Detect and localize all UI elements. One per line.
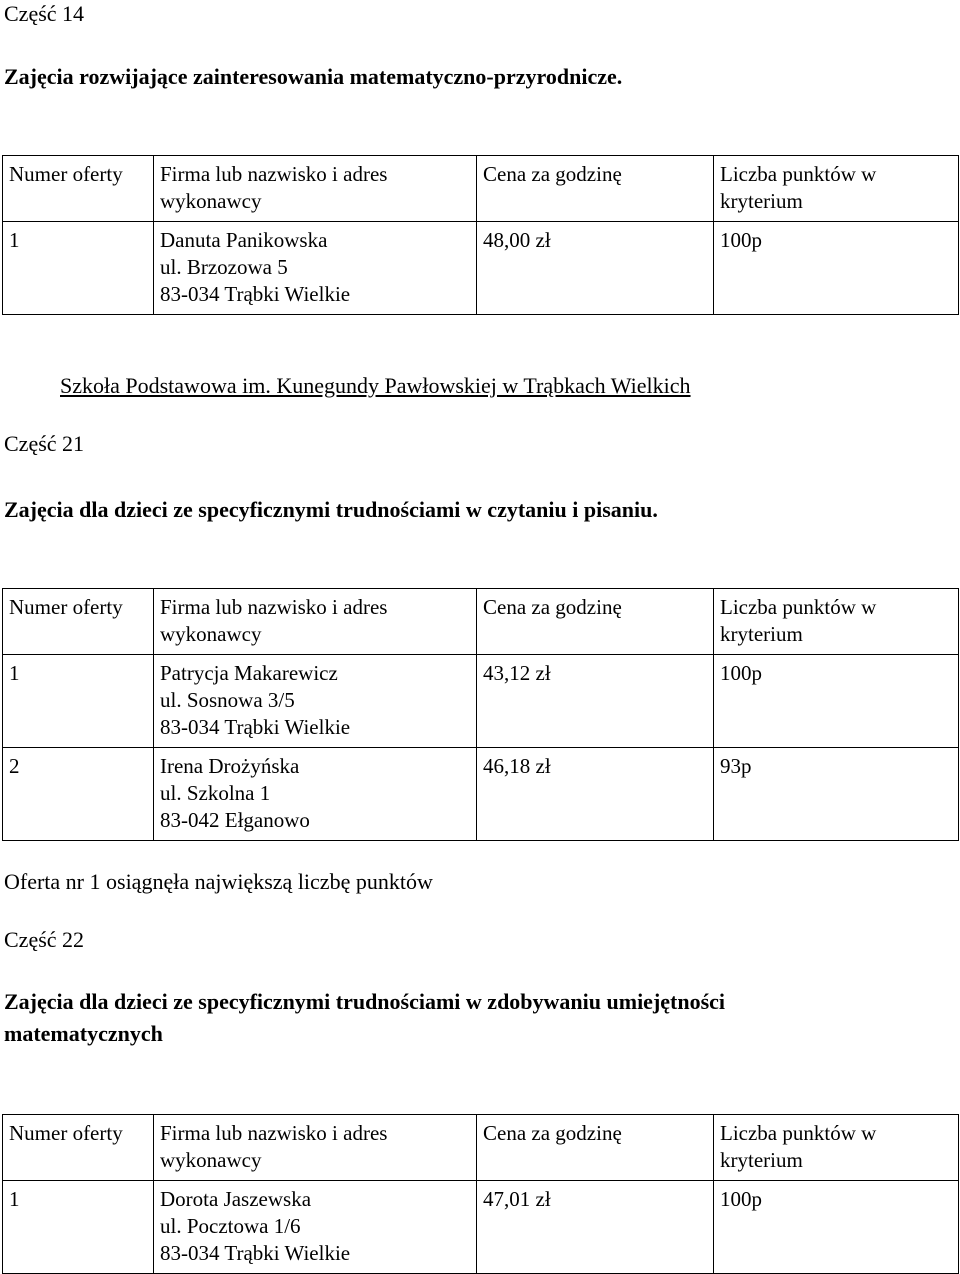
offer-number: 2 [3, 748, 154, 841]
contractor-name: Irena Drożyńska [160, 754, 300, 778]
contractor-cell [154, 655, 477, 748]
header-price: Cena za godzinę [477, 589, 714, 655]
contractor-name: Patrycja Makarewicz [160, 661, 338, 685]
contractor-street: ul. Szkolna 1 [160, 781, 271, 805]
header-price: Cena za godzinę [477, 156, 714, 222]
table-header-row [3, 156, 959, 222]
header-points: Liczba punktów w kryterium [714, 156, 959, 222]
offer-number: 1 [3, 655, 154, 748]
table-row [3, 1181, 959, 1274]
contractor-city: 83-034 Trąbki Wielkie [160, 282, 351, 306]
offer-points: 100p [714, 1181, 959, 1274]
part22-heading: Część 22 [4, 927, 85, 952]
contractor-city: 83-034 Trąbki Wielkie [160, 715, 351, 739]
part22-title-line1: Zajęcia dla dzieci ze specyficznymi trudnościami w zdobywaniu umiejętności [4, 989, 726, 1014]
contractor-city: 83-042 Ełganowo [160, 808, 310, 832]
header-offer-number: Numer oferty [3, 589, 154, 655]
header-points: Liczba punktów w kryterium [714, 589, 959, 655]
contractor-city: 83-034 Trąbki Wielkie [160, 1241, 351, 1265]
offer-points: 100p [714, 222, 959, 315]
offer-number: 1 [3, 222, 154, 315]
offer-price: 48,00 zł [477, 222, 714, 315]
part14-title: Zajęcia rozwijające zainteresowania matematyczno-przyrodnicze. [4, 64, 623, 89]
contractor-street: ul. Sosnowa 3/5 [160, 688, 295, 712]
part22-offers-table [2, 1114, 959, 1274]
part21-heading: Część 21 [4, 431, 85, 456]
offer-price: 46,18 zł [477, 748, 714, 841]
contractor-cell [154, 222, 477, 315]
header-contractor: Firma lub nazwisko i adres wykonawcy [154, 1115, 477, 1181]
table-row [3, 222, 959, 315]
offer-price: 43,12 zł [477, 655, 714, 748]
offer-points: 100p [714, 655, 959, 748]
part14-heading: Część 14 [4, 1, 85, 26]
header-price: Cena za godzinę [477, 1115, 714, 1181]
contractor-cell [154, 1181, 477, 1274]
contractor-street: ul. Pocztowa 1/6 [160, 1214, 301, 1238]
part14-offers-table [2, 155, 959, 315]
table-row [3, 655, 959, 748]
header-contractor: Firma lub nazwisko i adres wykonawcy [154, 156, 477, 222]
header-offer-number: Numer oferty [3, 1115, 154, 1181]
part21-note: Oferta nr 1 osiągnęła największą liczbę punktów [4, 869, 433, 894]
offer-number: 1 [3, 1181, 154, 1274]
part22-title-line2: matematycznych [4, 1021, 163, 1046]
offer-points: 93p [714, 748, 959, 841]
header-points: Liczba punktów w kryterium [714, 1115, 959, 1181]
part21-offers-table [2, 588, 959, 841]
table-header-row [3, 1115, 959, 1181]
table-row [3, 748, 959, 841]
offer-price: 47,01 zł [477, 1181, 714, 1274]
header-offer-number: Numer oferty [3, 156, 154, 222]
contractor-name: Danuta Panikowska [160, 228, 328, 252]
contractor-cell [154, 748, 477, 841]
part21-title: Zajęcia dla dzieci ze specyficznymi trudnościami w czytaniu i pisaniu. [4, 497, 658, 522]
table-header-row [3, 589, 959, 655]
school-name: Szkoła Podstawowa im. Kunegundy Pawłowskiej w Trąbkach Wielkich [60, 373, 691, 398]
header-contractor: Firma lub nazwisko i adres wykonawcy [154, 589, 477, 655]
contractor-street: ul. Brzozowa 5 [160, 255, 288, 279]
contractor-name: Dorota Jaszewska [160, 1187, 312, 1211]
